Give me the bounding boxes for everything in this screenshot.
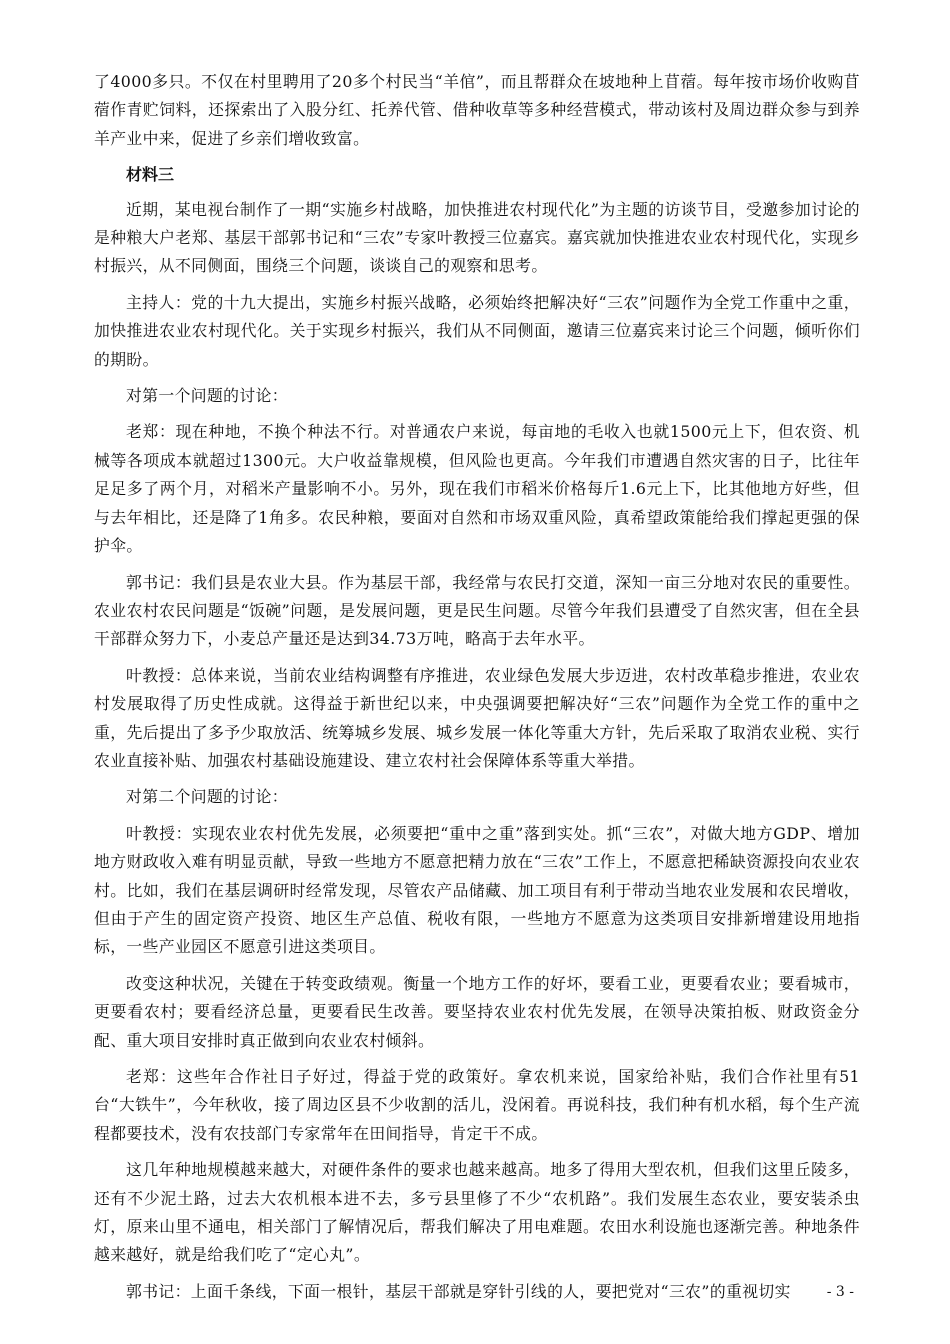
paragraph-guo-2: 郭书记：上面千条线，下面一根针，基层干部就是穿针引线的人，要把党对“三农”的重视切实	[126, 1281, 791, 1301]
paragraph-intro: 近期，某电视台制作了一期“实施乡村战略，加快推进农村现代化”为主题的访谈节目，受邀参加讨论的是种粮大户老郑、基层干部郭书记和“三农”专家叶教授三位嘉宾。嘉宾就加快推进农业农村现代化，实现乡村振兴，从不同侧面，围绕三个问题，谈谈自己的观察和思考。	[94, 199, 860, 276]
section-heading-material-three: 材料三	[126, 165, 175, 185]
page-number: - 3 -	[826, 1284, 854, 1300]
paragraph-ye-1: 叶教授：总体来说，当前农业结构调整有序推进，农业绿色发展大步迈进，农村改革稳步推进，农业农村发展取得了历史性成就。这得益于新世纪以来，中央强调要把解决好“三农”问题作为全党工作的重中之重，先后提出了多予少取放活、统筹城乡发展、城乡发展一体化等重大方针，先后采取了取消农业税、实行农业直接补贴、加强农村基础设施建设、建立农村社会保障体系等重大举措。	[94, 665, 860, 770]
paragraph-guo-1: 郭书记：我们县是农业大县。作为基层干部，我经常与农民打交道，深知一亩三分地对农民的重要性。农业农村农民问题是“饭碗”问题，是发展问题，更是民生问题。尽管今年我们县遭受了自然灾害，但在全县干部群众努力下，小麦总产量还是达到34.73万吨，略高于去年水平。	[94, 572, 860, 649]
paragraph-continuation: 了4000多只。不仅在村里聘用了20多个村民当“羊倌”，而且帮群众在坡地种上苜蓿。每年按市场价收购苜蓿作青贮饲料，还探索出了入股分红、托养代管、借种收草等多种经营模式，带动该村及周边群众参与到养羊产业中来，促进了乡亲们增收致富。	[94, 72, 860, 148]
paragraph-lao-zheng-2: 老郑：这些年合作社日子好过，得益于党的政策好。拿农机来说，国家给补贴，我们合作社里有51台“大铁牛”，今年秋收，接了周边区县不少收割的活儿，没闲着。再说科技，我们种有机水稻，每个生产流程都要技术，没有农技部门专家常年在田间指导，肯定干不成。	[94, 1067, 860, 1143]
paragraph-host: 主持人：党的十九大提出，实施乡村振兴战略，必须始终把解决好“三农”问题作为全党工作重中之重，加快推进农业农村现代化。关于实现乡村振兴，我们从不同侧面，邀请三位嘉宾来讨论三个问题，倾听你们的期盼。	[94, 292, 860, 369]
paragraph-question-one: 对第一个问题的讨论：	[126, 386, 288, 406]
paragraph-lao-zheng-2-cont: 这几年种地规模越来越大，对硬件条件的要求也越来越高。地多了得用大型农机，但我们这里丘陵多，还有不少泥土路，过去大农机根本进不去，多亏县里修了不少“农机路”。我们发展生态农业，要安装杀虫灯，原来山里不通电，相关部门了解情况后，帮我们解决了用电难题。农田水利设施也逐渐完善。种地条件越来越好，就是给我们吃了“定心丸”。	[94, 1160, 860, 1265]
paragraph-question-two: 对第二个问题的讨论：	[126, 787, 288, 807]
document-page	[94, 68, 860, 1314]
paragraph-ye-2-cont: 改变这种状况，关键在于转变政绩观。衡量一个地方工作的好坏，要看工业，更要看农业；要看城市，更要看农村；要看经济总量，更要看民生改善。要坚持农业农村优先发展，在领导决策拍板、财政资金分配、重大项目安排时真正做到向农业农村倾斜。	[94, 973, 860, 1050]
paragraph-ye-2: 叶教授：实现农业农村优先发展，必须要把“重中之重”落到实处。抓“三农”，对做大地方GDP、增加地方财政收入难有明显贡献，导致一些地方不愿意把精力放在“三农”工作上，不愿意把稀缺资源投向农业农村。比如，我们在基层调研时经常发现，尽管农产品储藏、加工项目有利于带动当地农业发展和农民增收，但由于产生的固定资产投资、地区生产总值、税收有限，一些地方不愿意为这类项目安排新增建设用地指标，一些产业园区不愿意引进这类项目。	[94, 823, 860, 957]
paragraph-lao-zheng-1: 老郑：现在种地，不换个种法不行。对普通农户来说，每亩地的毛收入也就1500元上下，但农资、机械等各项成本就超过1300元。大户收益靠规模，但风险也更高。今年我们市遭遇自然灾害的日子，比往年足足多了两个月，对稻米产量影响不小。另外，现在我们市稻米价格每斤1.6元上下，比其他地方好些，但与去年相比，还是降了1角多。农民种粮，要面对自然和市场双重风险，真希望政策能给我们撑起更强的保护伞。	[94, 422, 860, 556]
